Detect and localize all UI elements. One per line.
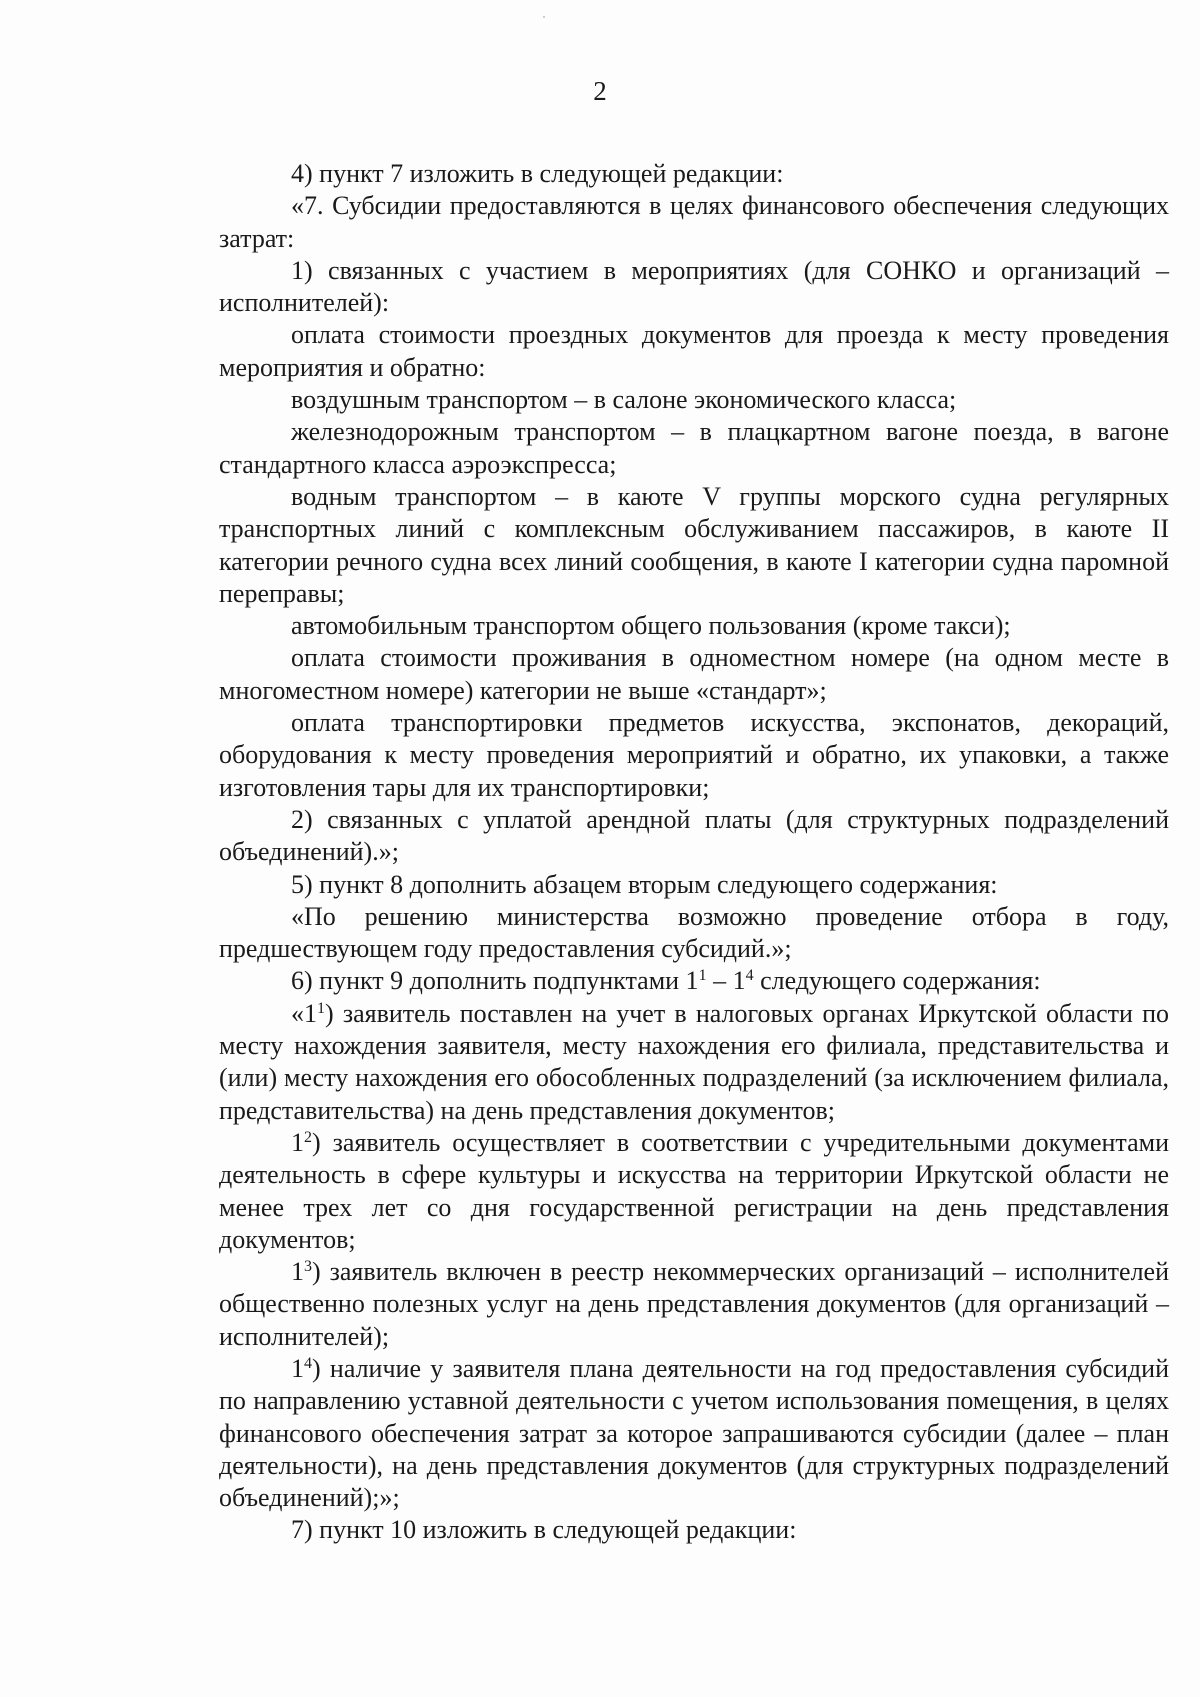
superscript: 3 bbox=[304, 1258, 312, 1276]
paragraph: 2) связанных с уплатой арендной платы (для структурных подразделений объединений).»; bbox=[219, 804, 1169, 867]
paragraph: «7. Субсидии предоставляются в целях финансового обеспечения следующих затрат: bbox=[219, 191, 1169, 253]
superscript: 4 bbox=[745, 967, 754, 985]
superscript: 1 bbox=[698, 967, 707, 985]
paragraph-subpoints-intro bbox=[219, 965, 1169, 997]
text-part: 1 bbox=[291, 1257, 304, 1287]
text-part: 6) пункт 9 дополнить подпунктами 1 bbox=[291, 966, 699, 996]
paragraph: «По решению министерства возможно проведение отбора в году, предшествующем году предоставления субсидий.»; bbox=[219, 901, 1169, 964]
paragraph: железнодорожным транспортом – в плацкартном вагоне поезда, в вагоне стандартного класса аэроэкспресса; bbox=[219, 417, 1169, 479]
superscript: 4 bbox=[304, 1354, 312, 1372]
text-part: ) заявитель поставлен на учет в налоговых органах Иркутской области по месту нахождения заявителя, месту нахождения его филиала, представительства и (или) месту нахождения его обособленных подразделений (за исключением филиала, представительства) на день представления документов; bbox=[219, 998, 1169, 1125]
text-part: ) заявитель осуществляет в соответствии с учредительными документами деятельность в сфере культуры и искусства на территории Иркутской области не менее трех лет со дня государственной регистрации на день представления документов; bbox=[219, 1127, 1169, 1254]
text-part: ) заявитель включен в реестр некоммерческих организаций – исполнителей общественно полезных услуг на день представления документов (для организаций – исполнителей); bbox=[219, 1257, 1169, 1351]
paragraph: 5) пункт 8 дополнить абзацем вторым следующего содержания: bbox=[291, 869, 998, 899]
paragraph: воздушным транспортом – в салоне экономического класса; bbox=[291, 385, 957, 415]
document-body bbox=[219, 158, 1169, 1547]
subpoint-1-1 bbox=[219, 998, 1169, 1127]
superscript: 1 bbox=[317, 999, 325, 1017]
paragraph: 7) пункт 10 изложить в следующей редакции: bbox=[291, 1515, 797, 1545]
paragraph: оплата стоимости проездных документов для проезда к месту проведения мероприятия и обратно: bbox=[219, 320, 1169, 382]
superscript: 2 bbox=[304, 1128, 312, 1146]
subpoint-1-3 bbox=[219, 1256, 1169, 1353]
paragraph: 4) пункт 7 изложить в следующей редакции: bbox=[291, 159, 784, 188]
paragraph: 1) связанных с участием в мероприятиях (для СОНКО и организаций – исполнителей): bbox=[219, 255, 1169, 318]
paragraph: водным транспортом – в каюте V группы морского судна регулярных транспортных линий с комплексным обслуживанием пассажиров, в каюте II категории речного судна всех линий сообщения, в каюте I категории судна паромной переправы; bbox=[219, 481, 1169, 608]
text-part: следующего содержания: bbox=[753, 966, 1041, 996]
text-part: 1 bbox=[291, 1353, 304, 1383]
paragraph: оплата стоимости проживания в одноместном номере (на одном месте в многоместном номере) категории не выше «стандарт»; bbox=[219, 643, 1169, 705]
text-part: – 1 bbox=[706, 966, 746, 996]
scan-artifact bbox=[543, 16, 545, 18]
text-part: 1 bbox=[291, 1127, 304, 1157]
text-part: «1 bbox=[291, 998, 317, 1028]
subpoint-1-4 bbox=[219, 1353, 1169, 1514]
text-part: ) наличие у заявителя плана деятельности на год предоставления субсидий по направлению уставной деятельности с учетом использования помещения, в целях финансового обеспечения затрат за которое запрашиваются субсидии (далее – план деятельности), на день представления документов (для структурных подразделений объединений);»; bbox=[219, 1353, 1169, 1513]
paragraph: оплата транспортировки предметов искусства, экспонатов, декораций, оборудования к месту проведения мероприятий и обратно, их упаковки, а также изготовления тары для их транспортировки; bbox=[219, 708, 1169, 802]
page-number: 2 bbox=[593, 76, 607, 106]
paragraph: автомобильным транспортом общего пользования (кроме такси); bbox=[291, 611, 1011, 641]
subpoint-1-2 bbox=[219, 1127, 1169, 1256]
